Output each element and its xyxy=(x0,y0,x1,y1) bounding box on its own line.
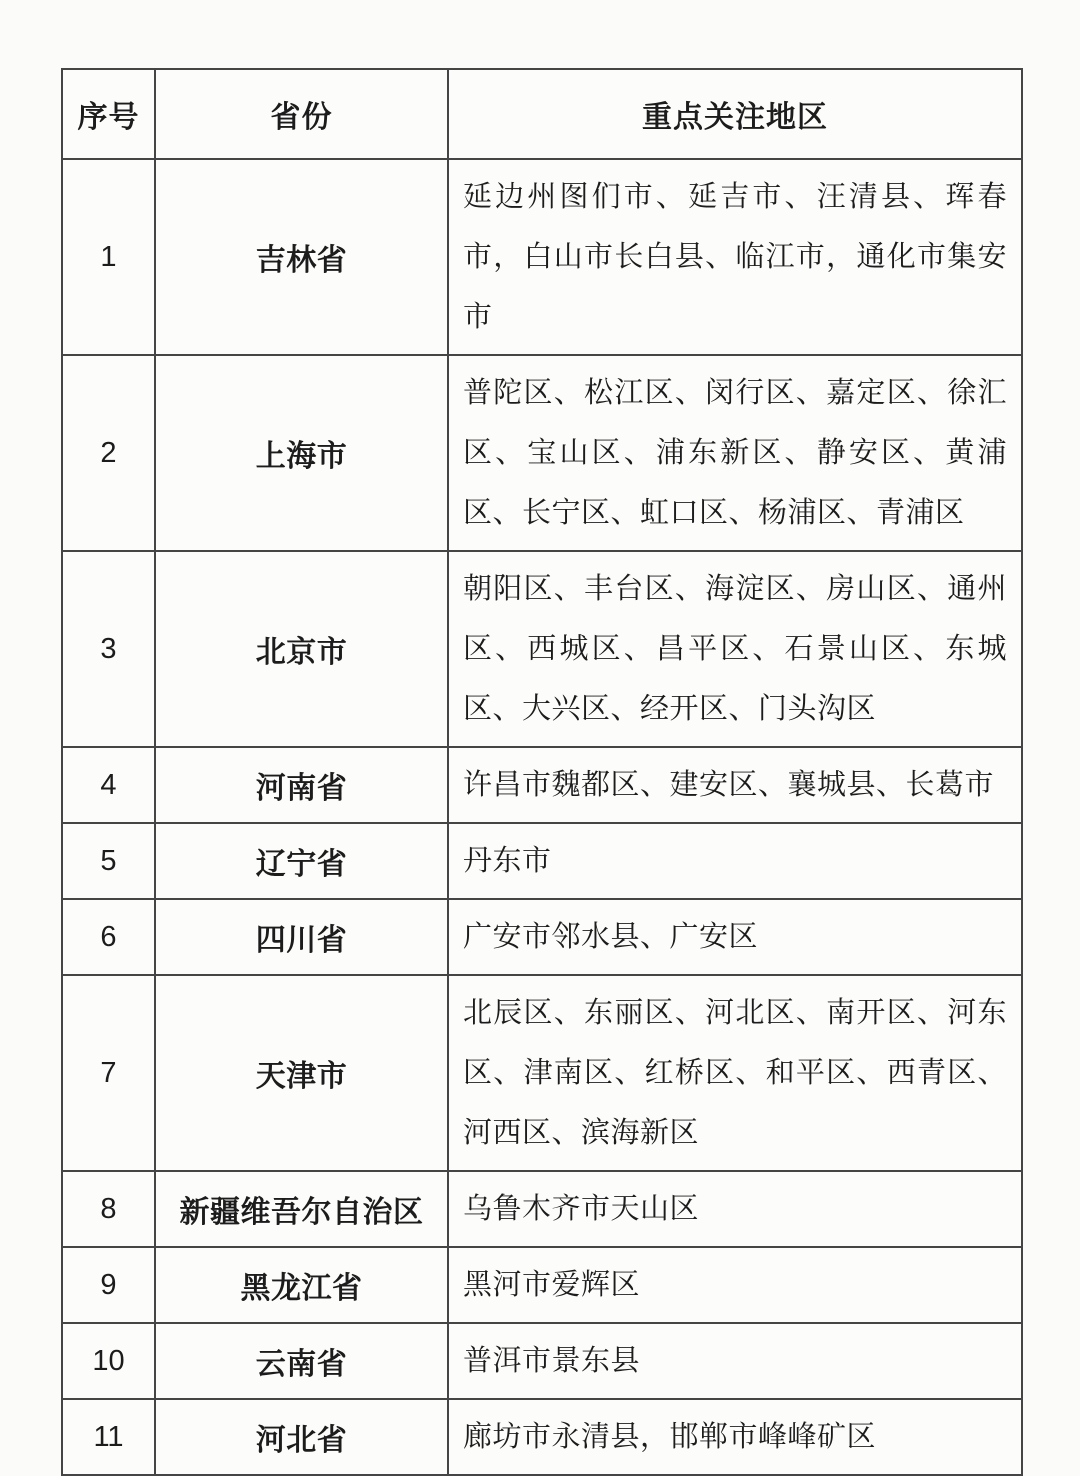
table-row xyxy=(62,355,1022,551)
column-header-serial: 序号 xyxy=(62,69,155,159)
cell-serial-number: 7 xyxy=(62,975,155,1171)
cell-serial-number: 4 xyxy=(62,747,155,823)
column-header-key-regions: 重点关注地区 xyxy=(448,69,1022,159)
cell-key-regions: 丹东市 xyxy=(448,823,1022,899)
cell-key-regions: 广安市邻水县、广安区 xyxy=(448,899,1022,975)
cell-serial-number: 8 xyxy=(62,1171,155,1247)
cell-province-name: 河北省 xyxy=(155,1399,448,1475)
cell-province-name: 云南省 xyxy=(155,1323,448,1399)
cell-province-name: 四川省 xyxy=(155,899,448,975)
table-row xyxy=(62,1399,1022,1475)
table-row xyxy=(62,1247,1022,1323)
cell-province-name: 北京市 xyxy=(155,551,448,747)
cell-serial-number: 5 xyxy=(62,823,155,899)
table-row xyxy=(62,899,1022,975)
cell-key-regions: 黑河市爱辉区 xyxy=(448,1247,1022,1323)
cell-key-regions: 普洱市景东县 xyxy=(448,1323,1022,1399)
table-header xyxy=(62,69,1022,159)
cell-serial-number: 2 xyxy=(62,355,155,551)
cell-province-name: 新疆维吾尔自治区 xyxy=(155,1171,448,1247)
table-row xyxy=(62,551,1022,747)
cell-key-regions: 廊坊市永清县，邯郸市峰峰矿区 xyxy=(448,1399,1022,1475)
cell-key-regions: 许昌市魏都区、建安区、襄城县、长葛市 xyxy=(448,747,1022,823)
table-row xyxy=(62,747,1022,823)
cell-province-name: 辽宁省 xyxy=(155,823,448,899)
cell-serial-number: 9 xyxy=(62,1247,155,1323)
cell-province-name: 河南省 xyxy=(155,747,448,823)
table-body xyxy=(62,159,1022,1475)
header-row xyxy=(62,69,1022,159)
cell-serial-number: 1 xyxy=(62,159,155,355)
cell-key-regions: 普陀区、松江区、闵行区、嘉定区、徐汇区、宝山区、浦东新区、静安区、黄浦区、长宁区、虹口区、杨浦区、青浦区 xyxy=(448,355,1022,551)
cell-province-name: 黑龙江省 xyxy=(155,1247,448,1323)
key-regions-table xyxy=(61,68,1023,1476)
column-header-province: 省份 xyxy=(155,69,448,159)
cell-serial-number: 10 xyxy=(62,1323,155,1399)
cell-serial-number: 3 xyxy=(62,551,155,747)
table-row xyxy=(62,1171,1022,1247)
cell-key-regions: 北辰区、东丽区、河北区、南开区、河东区、津南区、红桥区、和平区、西青区、河西区、滨海新区 xyxy=(448,975,1022,1171)
cell-province-name: 上海市 xyxy=(155,355,448,551)
cell-serial-number: 11 xyxy=(62,1399,155,1475)
table-row xyxy=(62,975,1022,1171)
table-row xyxy=(62,159,1022,355)
cell-key-regions: 朝阳区、丰台区、海淀区、房山区、通州区、西城区、昌平区、石景山区、东城区、大兴区、经开区、门头沟区 xyxy=(448,551,1022,747)
table-row xyxy=(62,1323,1022,1399)
cell-province-name: 天津市 xyxy=(155,975,448,1171)
cell-serial-number: 6 xyxy=(62,899,155,975)
table-row xyxy=(62,823,1022,899)
cell-province-name: 吉林省 xyxy=(155,159,448,355)
cell-key-regions: 乌鲁木齐市天山区 xyxy=(448,1171,1022,1247)
cell-key-regions: 延边州图们市、延吉市、汪清县、珲春市，白山市长白县、临江市，通化市集安市 xyxy=(448,159,1022,355)
